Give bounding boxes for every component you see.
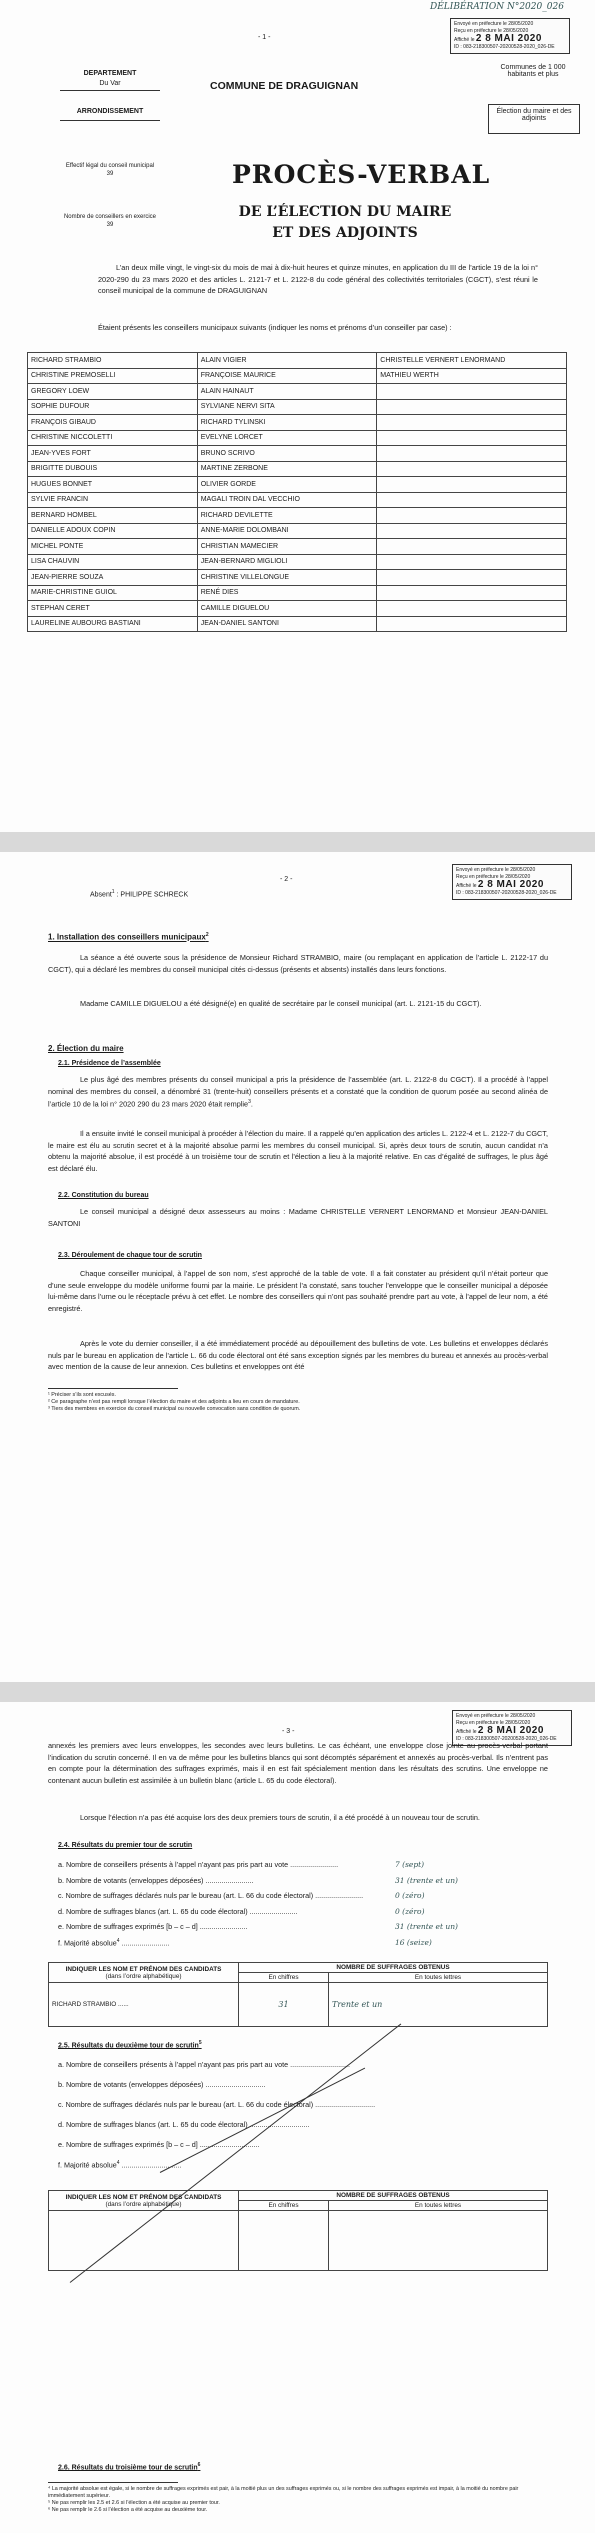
section-title-text: 2.5. Résultats du deuxième tour de scrutin	[58, 2042, 199, 2050]
leader-dots: ........................	[247, 1906, 298, 1916]
result-label	[58, 1907, 298, 1916]
arrondissement-label: ARRONDISSEMENT	[76, 108, 144, 115]
result-label-text: d. Nombre de suffrages blancs (art. L. 65 du code électoral)	[58, 2120, 248, 2129]
table-row	[28, 601, 567, 617]
table-row	[28, 492, 567, 508]
member-cell: LAURELINE AUBOURG BASTIANI	[28, 616, 198, 632]
absent-name: : PHILIPPE SCHRECK	[116, 891, 189, 899]
table-row	[28, 415, 567, 431]
member-cell: BRIGITTE DUBOUIS	[28, 461, 198, 477]
result-label	[58, 2060, 350, 2069]
member-cell: GREGORY LOEW	[28, 384, 198, 400]
member-cell: MICHEL PONTE	[28, 539, 198, 555]
result-label	[58, 2080, 265, 2089]
table-row	[28, 523, 567, 539]
absent-label: Absent	[90, 891, 112, 899]
section-title-text: 1. Installation des conseillers municipaux	[48, 932, 206, 942]
divider	[60, 90, 160, 91]
candidate-name: RICHARD STRAMBIO ......	[49, 1983, 239, 2027]
paragraph-text: Le plus âgé des membres présents du conseil municipal a pris la présidence de l’assemblée (art. L. 2122-8 du CGCT). Il a procédé à l’appel nominal des membres du conseil, a dénombré 31 (trente-huit) conseillers présents et a constaté que la condition de quorum posée au second alinéa de l’article 10 de la loi n° 2020 290 du 23 mars 2020 était remplie	[48, 1075, 548, 1109]
stamp-date: 2 8 MAI 2020	[475, 33, 542, 44]
result-label	[58, 1891, 363, 1900]
leader-dots: ........................	[197, 1922, 248, 1931]
table-row	[28, 430, 567, 446]
member-cell: CHRISTELLE VERNERT LENORMAND	[377, 353, 567, 369]
effectif-label: Effectif légal du conseil municipal	[65, 163, 155, 169]
member-cell: DANIELLE ADOUX COPIN	[28, 523, 198, 539]
result-value: 0 (zéro)	[395, 1906, 425, 1916]
prefecture-stamp	[452, 864, 572, 900]
section-2-6-title	[58, 2462, 200, 2471]
table-row	[28, 399, 567, 415]
letters-header: En toutes lettres	[329, 1973, 548, 1983]
stamp-label: Affiché le	[456, 883, 477, 889]
stamp-id: ID : 083-218300507-20200528-2020_026-DE	[456, 1736, 557, 1742]
member-cell: SOPHIE DUFOUR	[28, 399, 198, 415]
member-cell: SYLVIANE NERVI SITA	[197, 399, 377, 415]
footnote-ref: 2	[205, 932, 209, 938]
section-2-1-paragraph-2: Il a ensuite invité le conseil municipal à procéder à l’élection du maire. Il a rappelé qu’en application des articles L. 2122-4 et L. 2122-7 du CGCT, le maire est élu au scrutin secret et à la majorité absolue parmi les membres du conseil municipal. Si, après deux tours de scrutin, aucun candidat n’a obtenu la majorité absolue, il est procédé à un troisième tour de scrutin et l’élection a lieu à la majorité relative. En cas d’égalité de suffrages, le plus âgé est déclaré élu.	[48, 1129, 548, 1173]
member-cell: RICHARD TYLINSKI	[197, 415, 377, 431]
member-cell	[377, 399, 567, 415]
absent-line	[90, 889, 188, 898]
member-cell	[377, 430, 567, 446]
prefecture-stamp	[450, 18, 570, 54]
result-label	[58, 2140, 260, 2149]
header-text: INDIQUER LES NOM ET PRÉNOM DES CANDIDATS	[65, 1965, 222, 1973]
result-label-text: d. Nombre de suffrages blancs (art. L. 65 du code électoral)	[58, 1906, 248, 1916]
page-number: - 1 -	[258, 34, 271, 41]
empty-cell	[239, 2211, 329, 2271]
candidates-header	[49, 1963, 239, 1983]
first-round-table	[48, 1962, 548, 2027]
effectif-value: 39	[106, 171, 114, 177]
result-label	[58, 1922, 248, 1931]
departement-label: DEPARTEMENT	[83, 70, 137, 77]
document-subtitle-1: DE L’ÉLECTION DU MAIRE	[238, 204, 452, 220]
document-title: PROCÈS-VERBAL	[232, 160, 491, 189]
candidates-header	[49, 2191, 239, 2211]
result-label-text: c. Nombre de suffrages déclarés nuls par le bureau (art. L. 66 du code électoral)	[58, 2100, 314, 2109]
candidate-votes-letters: Trente et un	[329, 1983, 548, 2027]
result-label-text: e. Nombre de suffrages exprimés [b – c – d]	[58, 1922, 198, 1931]
leader-dots: ........................	[203, 1875, 254, 1885]
member-cell	[377, 523, 567, 539]
leader-dots: ..............................	[119, 2160, 182, 2170]
footnote-ref: 1	[111, 889, 115, 895]
footnote-ref: 3	[248, 1099, 251, 1105]
member-cell: ANNE-MARIE DOLOMBANI	[197, 523, 377, 539]
exercice-value: 39	[106, 222, 114, 228]
departement-value: Du Var	[99, 80, 121, 87]
result-label	[58, 2120, 310, 2129]
header-subtext: (dans l’ordre alphabétique)	[105, 2200, 182, 2208]
member-cell: CHRISTINE PREMOSELLI	[28, 368, 198, 384]
member-cell: EVELYNE LORCET	[197, 430, 377, 446]
divider	[60, 120, 160, 121]
member-cell	[377, 554, 567, 570]
section-1-title	[48, 932, 209, 942]
members-table	[27, 352, 567, 632]
empty-cell	[329, 2211, 548, 2271]
stamp-label: Affiché le	[454, 37, 475, 43]
result-label-text: b. Nombre de votants (enveloppes déposées)	[58, 2080, 204, 2089]
member-cell	[377, 601, 567, 617]
footnote-ref: 5	[198, 2040, 202, 2046]
result-label-text: f. Majorité absolue	[58, 2160, 117, 2170]
new-round-paragraph: Lorsque l’élection n’a pas été acquise lors des deux premiers tours de scrutin, il a été procédé à un nouveau tour de scrutin.	[80, 1813, 480, 1822]
member-cell: CAMILLE DIGUELOU	[197, 601, 377, 617]
document-subtitle-2: ET DES ADJOINTS	[272, 225, 418, 241]
leader-dots: ..............................	[313, 2100, 376, 2109]
member-cell: FRANÇOISE MAURICE	[197, 368, 377, 384]
member-cell: RICHARD STRAMBIO	[28, 353, 198, 369]
result-value: 31 (trente et un)	[395, 1922, 458, 1931]
member-cell: LISA CHAUVIN	[28, 554, 198, 570]
member-cell: JEAN-DANIEL SANTONI	[197, 616, 377, 632]
table-row	[28, 353, 567, 369]
member-cell	[377, 461, 567, 477]
member-cell	[377, 570, 567, 586]
stamp-line: Reçu en préfecture le 28/05/2020	[456, 1720, 531, 1726]
header-text: INDIQUER LES NOM ET PRÉNOM DES CANDIDATS	[65, 2193, 222, 2201]
page-number: - 2 -	[280, 876, 293, 883]
footnote-divider	[48, 2482, 178, 2483]
member-cell	[377, 616, 567, 632]
present-intro: Étaient présents les conseillers municipaux suivants (indiquer les noms et prénoms d’un conseiller par case) :	[98, 323, 452, 332]
member-cell: HUGUES BONNET	[28, 477, 198, 493]
section-1-paragraph-2: Madame CAMILLE DIGUELOU a été désigné(e) en qualité de secrétaire par le conseil municipal (art. L. 2121-15 du CGCT).	[80, 999, 482, 1008]
member-cell	[377, 384, 567, 400]
votes-header: NOMBRE DE SUFFRAGES OBTENUS	[239, 2191, 548, 2201]
member-cell: RENÉ DIES	[197, 585, 377, 601]
stamp-line: Envoyé en préfecture le 28/05/2020	[454, 21, 534, 27]
annex-paragraph: annexés les premiers avec leurs enveloppes, les secondes avec leurs bulletins. Le cas échéant, une enveloppe close jointe au procès-verbal portant l’indication du scrutin concerné. Il en va de même pour les bulletins blancs qui sont décomptés séparément et annexés au procès-verbal. Ils n’entrent pas en compte pour la détermination des suffrages exprimés, mais il en est fait spécialement mention dans les résultats des scrutins. Une enveloppe ne contenant aucun bulletin est assimilée à un bulletin blanc (article L. 65 du code électoral).	[48, 1741, 548, 1785]
member-cell: MATHIEU WERTH	[377, 368, 567, 384]
footnote-ref: 4	[116, 1937, 120, 1944]
member-cell: RICHARD DEVILETTE	[197, 508, 377, 524]
table-row	[28, 539, 567, 555]
section-2-1-title: 2.1. Présidence de l’assemblée	[58, 1060, 161, 1067]
stamp-line: Reçu en préfecture le 28/05/2020	[454, 28, 529, 34]
member-cell: FRANÇOIS GIBAUD	[28, 415, 198, 431]
section-2-title: 2. Élection du maire	[48, 1044, 124, 1053]
section-2-5-title	[58, 2040, 202, 2049]
leader-dots: ..............................	[203, 2080, 266, 2089]
communes-note: Communes de 1 000 habitants et plus	[500, 64, 566, 78]
result-label-text: f. Majorité absolue	[58, 1937, 117, 1947]
section-2-3-title: 2.3. Déroulement de chaque tour de scrutin	[58, 1252, 202, 1259]
footnote-3: ³ Tiers des membres en exercice du conseil municipal ou nouvelle convocation sans condition de quorum.	[48, 1406, 301, 1412]
result-value: 7 (sept)	[395, 1860, 425, 1869]
stamp-label: Affiché le	[456, 1729, 477, 1735]
header-subtext: (dans l’ordre alphabétique)	[105, 1972, 182, 1980]
member-cell: STEPHAN CERET	[28, 601, 198, 617]
election-box: Élection du maire et des adjoints	[488, 104, 580, 134]
table-row	[28, 570, 567, 586]
member-cell: MARTINE ZERBONE	[197, 461, 377, 477]
leader-dots: ..............................	[288, 2060, 351, 2069]
table-row	[28, 554, 567, 570]
result-label-text: b. Nombre de votants (enveloppes déposées)	[58, 1875, 204, 1885]
footnote-divider	[48, 1388, 178, 1389]
section-1-paragraph-1: La séance a été ouverte sous la présidence de Monsieur Richard STRAMBIO, maire (ou remplaçant en application de l’article L. 2122-17 du CGCT), qui a déclaré les membres du conseil municipal cités ci-dessus (présents et absents) installés dans leurs fonctions.	[48, 953, 548, 974]
stamp-id: ID : 083-218300507-20200528-2020_026-DE	[456, 890, 557, 896]
stamp-line: Envoyé en préfecture le 28/05/2020	[456, 867, 536, 873]
footnote-ref: 6	[197, 2462, 201, 2468]
votes-header: NOMBRE DE SUFFRAGES OBTENUS	[239, 1963, 548, 1973]
footnote-5: ⁵ Ne pas remplir les 2.5 et 2.6 si l’élection a été acquise au premier tour.	[48, 2500, 220, 2506]
table-row	[28, 477, 567, 493]
second-round-table	[48, 2190, 548, 2271]
result-label	[58, 2160, 181, 2169]
leader-dots: ..............................	[197, 2140, 260, 2149]
exercice-label: Nombre de conseillers en exercice	[63, 214, 157, 220]
empty-cell	[49, 2211, 239, 2271]
section-2-2-paragraph: Le conseil municipal a désigné deux assesseurs au moins : Madame CHRISTELLE VERNERT LENORMAND et Monsieur JEAN-DANIEL SANTONI	[48, 1207, 548, 1228]
result-value: 0 (zéro)	[395, 1891, 425, 1900]
member-cell: MARIE-CHRISTINE GUIOL	[28, 585, 198, 601]
section-2-1-paragraph-1: Le plus âgé des membres présents du conseil municipal a pris la présidence de l’assemblée (art. L. 2122-8 du CGCT). Il a procédé à l’appel nominal des membres du conseil, a dénombré 31 (trente-huit) conseillers présents et a constaté que la condition de quorum posée au second alinéa de l’article 10 de la loi n° 2020 290 du 23 mars 2020 était remplie$^3$.	[48, 1075, 548, 1109]
member-cell	[377, 446, 567, 462]
member-cell: CHRISTINE NICCOLETTI	[28, 430, 198, 446]
member-cell: JEAN-BERNARD MIGLIOLI	[197, 554, 377, 570]
candidate-text: RICHARD STRAMBIO	[52, 2001, 117, 2008]
stamp-date: 2 8 MAI 2020	[477, 1725, 544, 1736]
footnote-ref: 4	[116, 2160, 120, 2166]
member-cell: BRUNO SCRIVO	[197, 446, 377, 462]
result-value: 31 (trente et un)	[395, 1875, 458, 1885]
member-cell	[377, 539, 567, 555]
commune-name: COMMUNE DE DRAGUIGNAN	[210, 80, 359, 92]
result-label-text: a. Nombre de conseillers présents à l’appel n’ayant pas pris part au vote	[58, 2060, 289, 2069]
member-cell: SYLVIE FRANCIN	[28, 492, 198, 508]
table-row	[28, 368, 567, 384]
result-label	[58, 1876, 253, 1885]
leader-dots: ..............................	[247, 2120, 310, 2129]
member-cell: MAGALI TROIN DAL VECCHIO	[197, 492, 377, 508]
figures-header: En chiffres	[239, 2201, 329, 2211]
result-label	[58, 1938, 169, 1947]
section-2-3-paragraph-2: Après le vote du dernier conseiller, il a été immédiatement procédé au dépouillement des bulletins de vote. Les bulletins et enveloppes déclarés nuls par le bureau en application de l’article L. 66 du code électoral ont été sans exception signés par les membres du bureau et annexés au procès-verbal avec mention de la cause de leur annexion. Ces bulletins et enveloppes ont été	[48, 1339, 548, 1371]
member-cell: JEAN-PIERRE SOUZA	[28, 570, 198, 586]
page-1	[0, 0, 595, 832]
section-2-2-title: 2.2. Constitution du bureau	[58, 1192, 149, 1199]
stamp-id: ID : 083-218300507-20200528-2020_026-DE	[454, 44, 555, 50]
member-cell: ALAIN HAINAUT	[197, 384, 377, 400]
result-label	[58, 2100, 375, 2109]
intro-paragraph: L’an deux mille vingt, le vingt-six du mois de mai à dix-huit heures et quinze minutes, en application du III de l’article 19 de la loi n° 2020-290 du 23 mars 2020 et des articles L. 2121-7 et L. 2122-8 du code général des collectivités territoriales (CGCT), s’est réuni le conseil municipal de la commune de DRAGUIGNAN	[98, 263, 538, 295]
page-number: - 3 -	[282, 1728, 295, 1735]
figures-header: En chiffres	[239, 1973, 329, 1983]
result-label	[58, 1860, 338, 1869]
member-cell: OLIVIER GORDE	[197, 477, 377, 493]
result-value: 16 (seize)	[395, 1937, 432, 1947]
stamp-line: Envoyé en préfecture le 28/05/2020	[456, 1713, 536, 1719]
member-cell: JEAN-YVES FORT	[28, 446, 198, 462]
result-label-text: c. Nombre de suffrages déclarés nuls par le bureau (art. L. 66 du code électoral)	[58, 1891, 314, 1900]
member-cell: CHRISTINE VILLELONGUE	[197, 570, 377, 586]
member-cell: CHRISTIAN MAMECIER	[197, 539, 377, 555]
section-2-4-title: 2.4. Résultats du premier tour de scrutin	[58, 1842, 193, 1849]
footnote-6: ⁶ Ne pas remplir le 2.6 si l’élection a été acquise au deuxième tour.	[48, 2507, 208, 2513]
footnote-4: ⁴ La majorité absolue est égale, si le nombre de suffrages exprimés est pair, à la moitié plus un des suffrages exprimés ou, si le nombre des suffrages exprimés est impair, à la moitié du nombre pair immédiatement supérieur.	[48, 2486, 519, 2499]
table-row	[28, 585, 567, 601]
leader-dots: ........................	[119, 1937, 170, 1947]
stamp-date: 2 8 MAI 2020	[477, 879, 544, 890]
table-row	[28, 461, 567, 477]
member-cell: BERNARD HOMBEL	[28, 508, 198, 524]
page-2	[0, 852, 595, 1682]
candidate-votes-figures: 31	[239, 1983, 329, 2027]
leader-dots: ........................	[288, 1860, 339, 1869]
leader-dots: ........................	[313, 1891, 364, 1900]
footnote-1: ¹ Préciser s’ils sont excusés.	[48, 1392, 117, 1398]
member-cell	[377, 415, 567, 431]
letters-header: En toutes lettres	[329, 2201, 548, 2211]
table-row	[28, 508, 567, 524]
member-cell: ALAIN VIGIER	[197, 353, 377, 369]
member-cell	[377, 508, 567, 524]
section-title-text: 2.6. Résultats du troisième tour de scrutin	[58, 2464, 198, 2472]
table-row	[28, 384, 567, 400]
table-row	[28, 446, 567, 462]
member-cell	[377, 585, 567, 601]
section-2-3-paragraph-1: Chaque conseiller municipal, à l’appel de son nom, s’est approché de la table de vote. Il a fait constater au président qu’il n’était porteur que d’une seule enveloppe du modèle uniforme fourni par la mairie. Le président l’a constaté, sans toucher l’enveloppe que le conseiller municipal a déposée lui-même dans l’urne ou le réceptacle prévu à cet effet. Le nombre des conseillers qui n’ont pas souhaité prendre part au vote, à l’appel de leur nom, a été enregistré.	[48, 1269, 548, 1313]
footnote-2: ² Ce paragraphe n’est pas rempli lorsque l’élection du maire et des adjoints a lieu en cours de mandature.	[48, 1399, 300, 1405]
member-cell	[377, 477, 567, 493]
result-label-text: e. Nombre de suffrages exprimés [b – c – d]	[58, 2140, 198, 2149]
page-3	[0, 1702, 595, 2533]
handwritten-reference: DÉLIBÉRATION N°2020_026	[430, 2, 564, 12]
stamp-line: Reçu en préfecture le 28/05/2020	[456, 874, 531, 880]
table-row	[28, 616, 567, 632]
member-cell	[377, 492, 567, 508]
result-label-text: a. Nombre de conseillers présents à l’appel n’ayant pas pris part au vote	[58, 1860, 289, 1869]
